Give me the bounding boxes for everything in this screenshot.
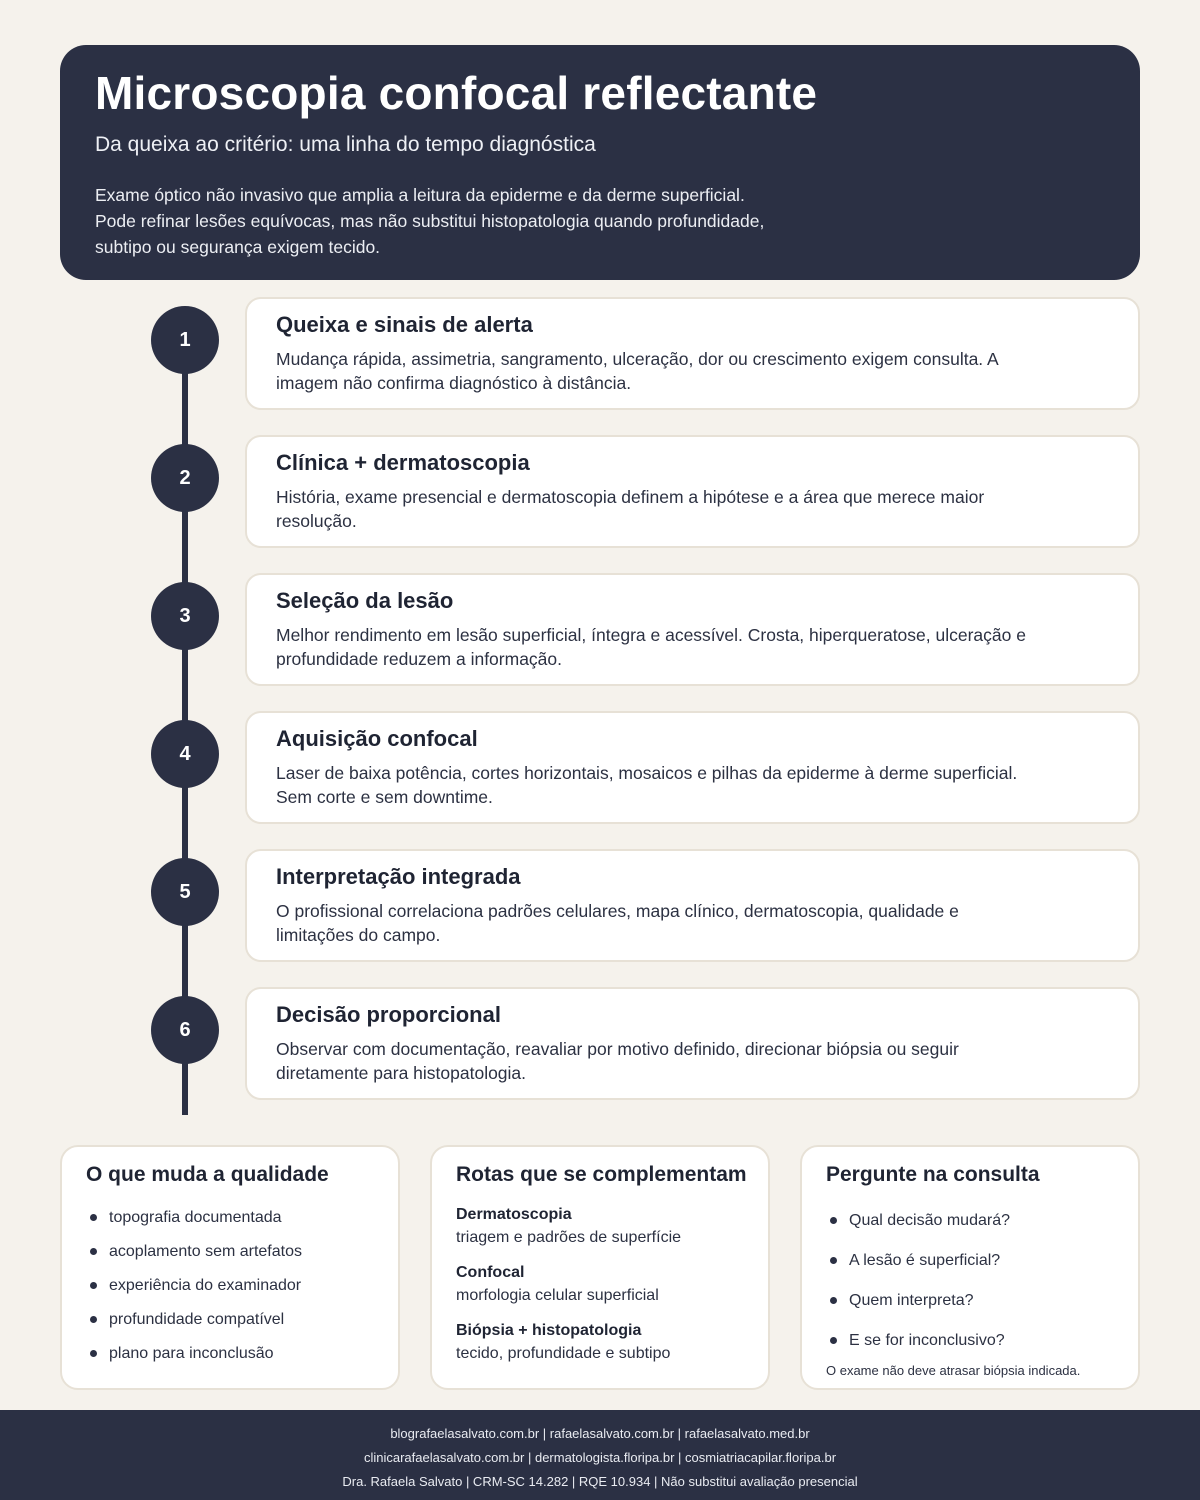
step-description: História, exame presencial e dermatoscopia definem a hipótese e a área que merece maior resolução. xyxy=(276,487,985,531)
step-number-2: 2 xyxy=(151,444,219,512)
page-title: Microscopia confocal reflectante xyxy=(95,67,818,119)
header-banner xyxy=(60,45,1140,280)
route-item xyxy=(456,1263,746,1307)
list-item: profundidade compatível xyxy=(86,1303,376,1337)
step-description: O profissional correlaciona padrões celulares, mapa clínico, dermatoscopia, qualidade e limitações do campo. xyxy=(276,901,959,945)
route-item xyxy=(456,1321,746,1365)
footer-line: Dra. Rafaela Salvato | CRM-SC 14.282 | RQE 10.934 | Não substitui avaliação presencial xyxy=(342,1474,858,1489)
list-item: experiência do examinador xyxy=(86,1269,376,1303)
step-card-3 xyxy=(245,573,1140,686)
step-card-1 xyxy=(245,297,1140,410)
route-description: tecido, profundidade e subtipo xyxy=(456,1345,671,1362)
step-description: Mudança rápida, assimetria, sangramento, ulceração, dor ou crescimento exigem consulta. A imagem não confirma diagnóstico à distância. xyxy=(276,349,998,393)
quality-list xyxy=(86,1201,376,1371)
step-number-1: 1 xyxy=(151,306,219,374)
step-title: Queixa e sinais de alerta xyxy=(276,312,533,337)
step-title: Seleção da lesão xyxy=(276,588,454,613)
route-item xyxy=(456,1205,746,1249)
questions-panel-title: Pergunte na consulta xyxy=(826,1163,1040,1186)
step-title: Interpretação integrada xyxy=(276,864,521,889)
step-card-2 xyxy=(245,435,1140,548)
step-number-4: 4 xyxy=(151,720,219,788)
route-description: morfologia celular superficial xyxy=(456,1287,659,1304)
page-subtitle: Da queixa ao critério: uma linha do tempo diagnóstica xyxy=(95,133,596,156)
routes-panel xyxy=(430,1145,770,1390)
list-item: topografia documentada xyxy=(86,1201,376,1235)
list-item: E se for inconclusivo? xyxy=(826,1321,1116,1361)
list-item: acoplamento sem artefatos xyxy=(86,1235,376,1269)
intro-line: Pode refinar lesões equívocas, mas não substitui histopatologia quando profundidade, xyxy=(95,211,765,231)
route-description: triagem e padrões de superfície xyxy=(456,1229,682,1246)
step-number-5: 5 xyxy=(151,858,219,926)
questions-panel xyxy=(800,1145,1140,1390)
questions-note: O exame não deve atrasar biópsia indicada. xyxy=(826,1363,1081,1378)
list-item: Quem interpreta? xyxy=(826,1281,1116,1321)
list-item: Qual decisão mudará? xyxy=(826,1201,1116,1241)
footer-line: clinicarafaelasalvato.com.br | dermatologista.floripa.br | cosmiatriacapilar.floripa.br xyxy=(363,1450,837,1465)
footer xyxy=(0,1410,1200,1500)
route-title: Confocal xyxy=(456,1264,525,1281)
intro-line: Exame óptico não invasivo que amplia a leitura da epiderme e da derme superficial. xyxy=(95,185,745,205)
routes-panel-title: Rotas que se complementam xyxy=(456,1163,747,1186)
step-description: Laser de baixa potência, cortes horizontais, mosaicos e pilhas da epiderme à derme superficial. Sem corte e sem downtime. xyxy=(276,763,1018,807)
quality-panel xyxy=(60,1145,400,1390)
route-title: Dermatoscopia xyxy=(456,1206,572,1223)
step-title: Aquisição confocal xyxy=(276,726,478,751)
step-title: Clínica + dermatoscopia xyxy=(276,450,530,475)
step-card-6 xyxy=(245,987,1140,1100)
list-item: plano para inconclusão xyxy=(86,1337,376,1371)
questions-list xyxy=(826,1201,1116,1361)
footer-line: blografaelasalvato.com.br | rafaelasalvato.com.br | rafaelasalvato.med.br xyxy=(390,1426,810,1441)
step-number-6: 6 xyxy=(151,996,219,1064)
quality-panel-title: O que muda a qualidade xyxy=(86,1163,329,1186)
step-card-4 xyxy=(245,711,1140,824)
list-item: A lesão é superficial? xyxy=(826,1241,1116,1281)
step-description: Observar com documentação, reavaliar por motivo definido, direcionar biópsia ou seguir diretamente para histopatologia. xyxy=(276,1039,959,1083)
step-description: Melhor rendimento em lesão superficial, íntegra e acessível. Crosta, hiperqueratose, ulceração e profundidade reduzem a informação. xyxy=(276,625,1026,669)
intro-line: subtipo ou segurança exigem tecido. xyxy=(95,237,381,257)
step-title: Decisão proporcional xyxy=(276,1002,501,1027)
step-card-5 xyxy=(245,849,1140,962)
route-title: Biópsia + histopatologia xyxy=(456,1322,642,1339)
intro-text xyxy=(95,182,1105,260)
step-number-3: 3 xyxy=(151,582,219,650)
